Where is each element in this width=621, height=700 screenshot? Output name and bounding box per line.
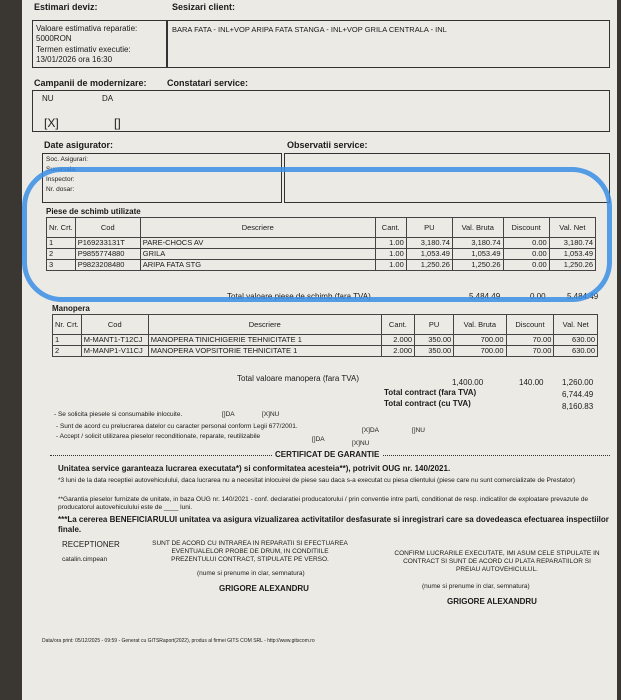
cell: 1,250.26 (549, 260, 595, 271)
manopera-table (52, 314, 598, 357)
cell: 1.00 (375, 249, 406, 260)
cell: 1 (47, 238, 76, 249)
manopera-total-label: Total valoare manopera (fara TVA) (237, 374, 359, 383)
option-2-text: - Sunt de acord cu prelucrarea datelor cu caracter personal conform Legii 677/2001. (56, 423, 298, 430)
total-cu-value: 8,160.83 (562, 402, 594, 411)
man-th-descriere: Descriere (148, 315, 381, 335)
cell: 3 (47, 260, 76, 271)
option-1-nu: [X]NU (262, 411, 280, 418)
option-3-nu: [X]NU (352, 440, 370, 447)
table-row (53, 346, 598, 357)
sesizari-heading: Sesizari client: (172, 2, 236, 12)
observatii-heading: Observatii service: (287, 140, 368, 150)
termen-label: Termen estimativ executie: (36, 45, 131, 54)
asig-line-3: Inspector: (46, 176, 75, 183)
asig-line-1: Soc. Asigurari: (46, 156, 88, 163)
piese-th-cod: Cod (75, 218, 140, 238)
cell: 1.00 (375, 238, 406, 249)
cell: 350.00 (415, 335, 454, 346)
piese-total-discount: 0.00 (530, 292, 546, 301)
asig-line-4: Nr. dosar: (46, 186, 75, 193)
option-2-nu: []NU (412, 427, 425, 434)
constatari-heading: Constatari service: (167, 78, 249, 88)
option-2-da: [X]DA (362, 427, 379, 434)
table-row (47, 260, 596, 271)
campanii-nu: NU (42, 94, 54, 103)
campanii-empty-checkbox: [] (114, 116, 121, 130)
garantie-heading: CERTIFICAT DE GARANTIE (272, 450, 382, 460)
cell: 2.000 (381, 346, 414, 357)
piese-table (46, 217, 596, 271)
valoare-label: Valoare estimativa reparatie: (36, 24, 138, 33)
receptioner-label: RECEPTIONER (62, 540, 120, 549)
man-th-discount: Discount (506, 315, 554, 335)
cell: 70.00 (506, 335, 554, 346)
cell: 630.00 (554, 346, 598, 357)
cell: P9823208480 (75, 260, 140, 271)
cell: MANOPERA TINICHIGERIE TEHNICITATE 1 (148, 335, 381, 346)
cell: MANOPERA VOPSITORIE TEHNICITATE 1 (148, 346, 381, 357)
confirm-lucrari-text: CONFIRM LUCRARILE EXECUTATE, IMI ASUM CELE STIPULATE IN CONTRACT SI SUNT DE ACORD CU PLATA REPARATIILOR SI PREIAU AUTOVEHICULUL. (394, 550, 600, 573)
table-row (47, 238, 596, 249)
garantie-line-2: *3 luni de la data receptiei autovehiculului, daca lucrarea nu a necesitat inlocuirei de piese sau daca s-a executat cu piesa clientului (piese care nu sunt comercializate de Prestator) (58, 477, 576, 484)
campanii-heading: Campanii de modernizare: (34, 78, 147, 88)
cell: ARIPA FATA STG (140, 260, 375, 271)
document-page (22, 0, 617, 700)
cell: 0.00 (503, 260, 549, 271)
cell: 2.000 (381, 335, 414, 346)
total-fara-label: Total contract (fara TVA) (384, 388, 477, 397)
piese-total-bruta: 5,484.49 (469, 292, 501, 301)
cell: 1,250.26 (406, 260, 452, 271)
man-th-net: Val. Net (554, 315, 598, 335)
garantie-line-4: ***La cererea BENEFICIARULUI unitatea va asigura vizualizarea activitatilor desfasurate si inregistrari care sa dovedeasca efectuarea inspectiilor finale. (58, 515, 609, 534)
cell: 0.00 (503, 238, 549, 249)
total-cu-label: Total contract (cu TVA) (384, 399, 471, 408)
piese-th-net: Val. Net (549, 218, 595, 238)
cell: 700.00 (454, 346, 506, 357)
cell: 3,180.74 (549, 238, 595, 249)
cell: 2 (47, 249, 76, 260)
cell: 1,053.49 (406, 249, 452, 260)
man-th-cant: Cant. (381, 315, 414, 335)
receptioner-name: catalin.cimpean (62, 556, 108, 563)
garantie-line-1: Unitatea service garanteaza lucrarea executata*) si conformitatea acesteia**), potrivit OUG nr. 140/2021. (58, 464, 451, 473)
piese-th-discount: Discount (503, 218, 549, 238)
man-th-cod: Cod (81, 315, 148, 335)
option-1-da: []DA (222, 411, 235, 418)
option-1-text: - Se solicita piesele si consumabile inlocuite. (54, 411, 183, 418)
cell: 0.00 (503, 249, 549, 260)
cell: 70.00 (506, 346, 554, 357)
nume-semnatura-right: (nume si prenume in clar, semnatura) (422, 583, 530, 590)
nume-semnatura-left: (nume si prenume in clar, semnatura) (197, 570, 305, 577)
cell: 1 (53, 335, 82, 346)
cell: 350.00 (415, 346, 454, 357)
man-th-pu: PU (415, 315, 454, 335)
piese-total-net: 5,484.49 (567, 292, 599, 301)
asigurator-heading: Date asigurator: (44, 140, 114, 150)
cell: 1,053.49 (549, 249, 595, 260)
garantie-line-3: **Garantia pieselor furnizate de unitate, in baza OUG nr. 140/2021 - conf. declaratiei producatorului / prin conventie intre parti, conditionat de resp. indicatilor de exploatare prevazute de producatorul autovehiculului este de ____ luni. (58, 496, 589, 511)
manopera-total-discount: 140.00 (519, 378, 544, 387)
cell: 1,053.49 (452, 249, 503, 260)
piese-th-nr: Nr. Crt. (47, 218, 76, 238)
cell: 2 (53, 346, 82, 357)
sesizare-text: BARA FATA - INL+VOP ARIPA FATA STANGA - INL+VOP GRILA CENTRALA - INL (172, 25, 447, 34)
piese-th-descriere: Descriere (140, 218, 375, 238)
piese-th-pu: PU (406, 218, 452, 238)
cell: P169233131T (75, 238, 140, 249)
cell: M-MANP1-V11CJ (81, 346, 148, 357)
total-fara-value: 6,744.49 (562, 390, 594, 399)
print-footer: Data/ora print: 05/12/2025 - 09:59 - Generat cu GITSRaport(2022), produs al firmei GITS COM SRL - http://www.gitscom.ro (42, 638, 315, 644)
man-th-bruta: Val. Bruta (454, 315, 506, 335)
option-3-text: - Accept / solicit utilizarea pieselor reconditionate, reparate, reutilizabile (56, 433, 261, 440)
piese-th-bruta: Val. Bruta (452, 218, 503, 238)
man-th-nr: Nr. Crt. (53, 315, 82, 335)
asig-line-2: Sucursala: (46, 166, 77, 173)
manopera-heading: Manopera (52, 304, 90, 313)
piese-heading: Piese de schimb utilizate (46, 207, 141, 216)
manopera-total-bruta: 1,400.00 (452, 378, 484, 387)
table-row (53, 335, 598, 346)
cell: M-MANT1-T12CJ (81, 335, 148, 346)
cell: PARE-CHOCS AV (140, 238, 375, 249)
piese-total-label: Total valoare piese de schimb (fara TVA) (227, 292, 371, 301)
table-row (47, 249, 596, 260)
cell: 630.00 (554, 335, 598, 346)
accord-intrare-text: SUNT DE ACORD CU INTRAREA IN REPARATII SI EFECTUAREA EVENTUALELOR PROBE DE DRUM, IN CONDITIILE PREZENTULUI CONTRACT, STIPULATE PE VERSO. (152, 540, 348, 563)
option-3-da: []DA (312, 436, 325, 443)
termen-value: 13/01/2026 ora 16:30 (36, 55, 113, 64)
cell: P9855774880 (75, 249, 140, 260)
observatii-box (284, 153, 610, 203)
cell: GRILA (140, 249, 375, 260)
manopera-total-net: 1,260.00 (562, 378, 594, 387)
campanii-x-checkbox: [X] (44, 116, 59, 130)
cell: 3,180.74 (452, 238, 503, 249)
cell: 1.00 (375, 260, 406, 271)
cell: 3,180.74 (406, 238, 452, 249)
client-name-left: GRIGORE ALEXANDRU (219, 584, 309, 593)
valoare-value: 5000RON (36, 34, 72, 43)
cell: 1,250.26 (452, 260, 503, 271)
estimari-heading: Estimari deviz: (34, 2, 98, 12)
piese-th-cant: Cant. (375, 218, 406, 238)
client-name-right: GRIGORE ALEXANDRU (447, 597, 537, 606)
campanii-da: DA (102, 94, 114, 103)
cell: 700.00 (454, 335, 506, 346)
